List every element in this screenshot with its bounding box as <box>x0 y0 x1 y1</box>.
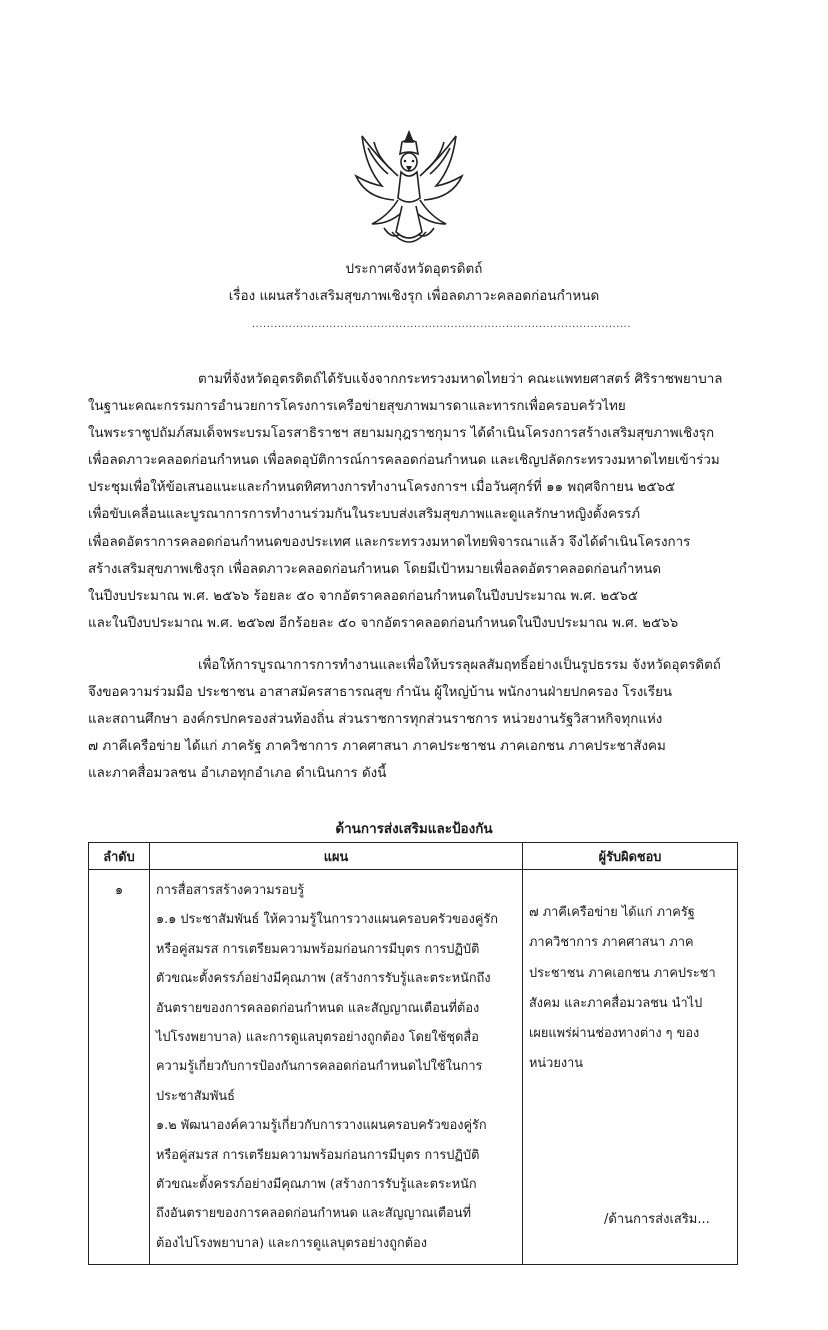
plan-line: ๑.๑ ประชาสัมพันธ์ ให้ความรู้ในการวางแผนครอบครัวของคู่รัก <box>156 912 498 928</box>
text-line: เพื่อขับเคลื่อนและบูรณาการการทำงานร่วมกันในระบบส่งเสริมสุขภาพและดูแลรักษาหญิงตั้งครรภ์ <box>88 507 641 523</box>
responsible-line: ประชาชน ภาคเอกชน ภาคประชา <box>529 965 716 981</box>
header-plan: แผน <box>150 843 523 870</box>
row-order: ๑ <box>114 883 124 898</box>
text-line: และในปีงบประมาณ พ.ศ. ๒๕๖๗ อีกร้อยละ ๕๐ จากอัตราคลอดก่อนกำหนดในปีงบประมาณ พ.ศ. ๒๕๖๖ <box>88 615 679 631</box>
table-title: ด้านการส่งเสริมและป้องกัน <box>335 821 493 837</box>
responsible-line: ภาควิชาการ ภาคศาสนา ภาค <box>529 935 694 951</box>
text-line: และภาคสื่อมวลชน อำเภอทุกอำเภอ ดำเนินการ ดังนี้ <box>88 766 387 782</box>
row-plan-cell <box>150 870 523 1265</box>
responsible-line: สังคม และภาคสื่อมวลชน นำไป <box>529 995 703 1011</box>
plan-line: ถึงอันตรายของการคลอดก่อนกำหนด และสัญญาณเตือนที่ <box>156 1206 472 1222</box>
paragraph-2 <box>88 652 738 787</box>
plan-line: ต้องไปโรงพยาบาล) และการดูแลบุตรอย่างถูกต้อง <box>156 1235 427 1251</box>
text-line: ประชุมเพื่อให้ข้อเสนอแนะและกำหนดทิศทางการทำงานโครงการฯ เมื่อวันศุกร์ที่ ๑๑ พฤศจิกายน ๒๕๖๕ <box>88 480 676 496</box>
plan-line: ประชาสัมพันธ์ <box>156 1088 235 1104</box>
table-row <box>89 870 738 1265</box>
plan-line: การสื่อสารสร้างความรอบรู้ <box>156 883 305 898</box>
text-line: ในฐานะคณะกรรมการอำนวยการโครงการเครือข่ายสุขภาพมารดาและทารกเพื่อครอบครัวไทย <box>88 399 626 415</box>
announcement-title: ประกาศจังหวัดอุตรดิตถ์ <box>345 261 483 277</box>
responsible-line: ๗ ภาคีเครือข่าย ได้แก่ ภาครัฐ <box>529 905 695 920</box>
text-line: จึงขอความร่วมมือ ประชาชน อาสาสมัครสาธารณสุข กำนัน ผู้ใหญ่บ้าน พนักงานฝ่ายปกครอง โรงเรียน <box>88 685 673 701</box>
text-line: ๗ ภาคีเครือข่าย ได้แก่ ภาครัฐ ภาควิชาการ ภาคศาสนา ภาคประชาชน ภาคเอกชน ภาคประชาสังคม <box>88 739 666 755</box>
row-order-cell <box>89 870 150 1265</box>
text-line: เพื่อลดอัตราการคลอดก่อนกำหนดของประเทศ และกระทรวงมหาดไทยพิจารณาแล้ว จึงได้ดำเนินโครงการ <box>88 534 691 550</box>
header-responsible: ผู้รับผิดชอบ <box>523 843 738 870</box>
header-order: ลำดับ <box>89 843 150 870</box>
paragraph-1 <box>88 366 738 637</box>
plan-line: ไปโรงพยาบาล) และการดูแลบุตรอย่างถูกต้อง โดยใช้ชุดสื่อ <box>156 1029 479 1045</box>
announcement-subject: เรื่อง แผนสร้างเสริมสุขภาพเชิงรุก เพื่อลดภาวะคลอดก่อนกำหนด <box>228 288 600 304</box>
text-line: สร้างเสริมสุขภาพเชิงรุก เพื่อลดภาวะคลอดก่อนกำหนด โดยมีเป้าหมายเพื่อลดอัตราคลอดก่อนกำหนด <box>88 561 662 577</box>
plan-line: ความรู้เกี่ยวกับการป้องกันการคลอดก่อนกำหนดไปใช้ในการ <box>156 1059 483 1075</box>
text-line: ในปีงบประมาณ พ.ศ. ๒๕๖๖ ร้อยละ ๕๐ จากอัตราคลอดก่อนกำหนดในปีงบประมาณ พ.ศ. ๒๕๖๕ <box>88 588 639 604</box>
responsible-line: เผยแพร่ผ่านช่องทางต่าง ๆ ของ <box>529 1026 700 1042</box>
text-line: ในพระราชูปถัมภ์สมเด็จพระบรมโอรสาธิราชฯ สยามมกุฎราชกุมาร ได้ดำเนินโครงการสร้างเสริมสุขภาพเชิงรุก <box>88 426 715 442</box>
plan-line: ตัวขณะตั้งครรภ์อย่างมีคุณภาพ (สร้างการรับรู้และตระหนัก <box>156 1176 477 1192</box>
responsible-line: หน่วยงาน <box>529 1056 584 1072</box>
plan-line: ตัวขณะตั้งครรภ์อย่างมีคุณภาพ (สร้างการรับรู้และตระหนักถึง <box>156 971 491 987</box>
garuda-emblem <box>348 128 470 252</box>
table-header-row <box>89 843 738 870</box>
plan-line: ๑.๒ พัฒนาองค์ความรู้เกี่ยวกับการวางแผนครอบครัวของคู่รัก <box>156 1118 487 1134</box>
plan-line: อันตรายของการคลอดก่อนกำหนด และสัญญาณเตือนที่ต้อง <box>156 1000 480 1016</box>
text-line: เพื่อให้การบูรณาการการทำงานและเพื่อให้บรรลุผลสัมฤทธิ์อย่างเป็นรูปธรรม จังหวัดอุตรดิตถ์ <box>198 658 721 673</box>
plan-line: หรือคู่สมรส การเตรียมความพร้อมก่อนการมีบุตร การปฏิบัติ <box>156 1147 480 1163</box>
continuation-note: /ด้านการส่งเสริม... <box>604 1212 710 1227</box>
plan-line: หรือคู่สมรส การเตรียมความพร้อมก่อนการมีบุตร การปฏิบัติ <box>156 941 480 957</box>
text-line: และสถานศึกษา องค์กรปกครองส่วนท้องถิ่น ส่วนราชการทุกส่วนราชการ หน่วยงานรัฐวิสาหกิจทุกแห่ง <box>88 712 663 728</box>
plan-table <box>88 842 738 1265</box>
text-line: ตามที่จังหวัดอุตรดิตถ์ได้รับแจ้งจากกระทรวงมหาดไทยว่า คณะแพทยศาสตร์ ศิริราชพยาบาล <box>198 372 723 387</box>
text-line: เพื่อลดภาวะคลอดก่อนกำหนด เพื่อลดอุบัติการณ์การคลอดก่อนกำหนด และเชิญปลัดกระทรวงมหาดไทยเข้าร่วม <box>88 453 720 469</box>
separator-dots: ....................................................................................................... <box>252 319 631 330</box>
row-responsible-cell <box>523 870 738 1265</box>
